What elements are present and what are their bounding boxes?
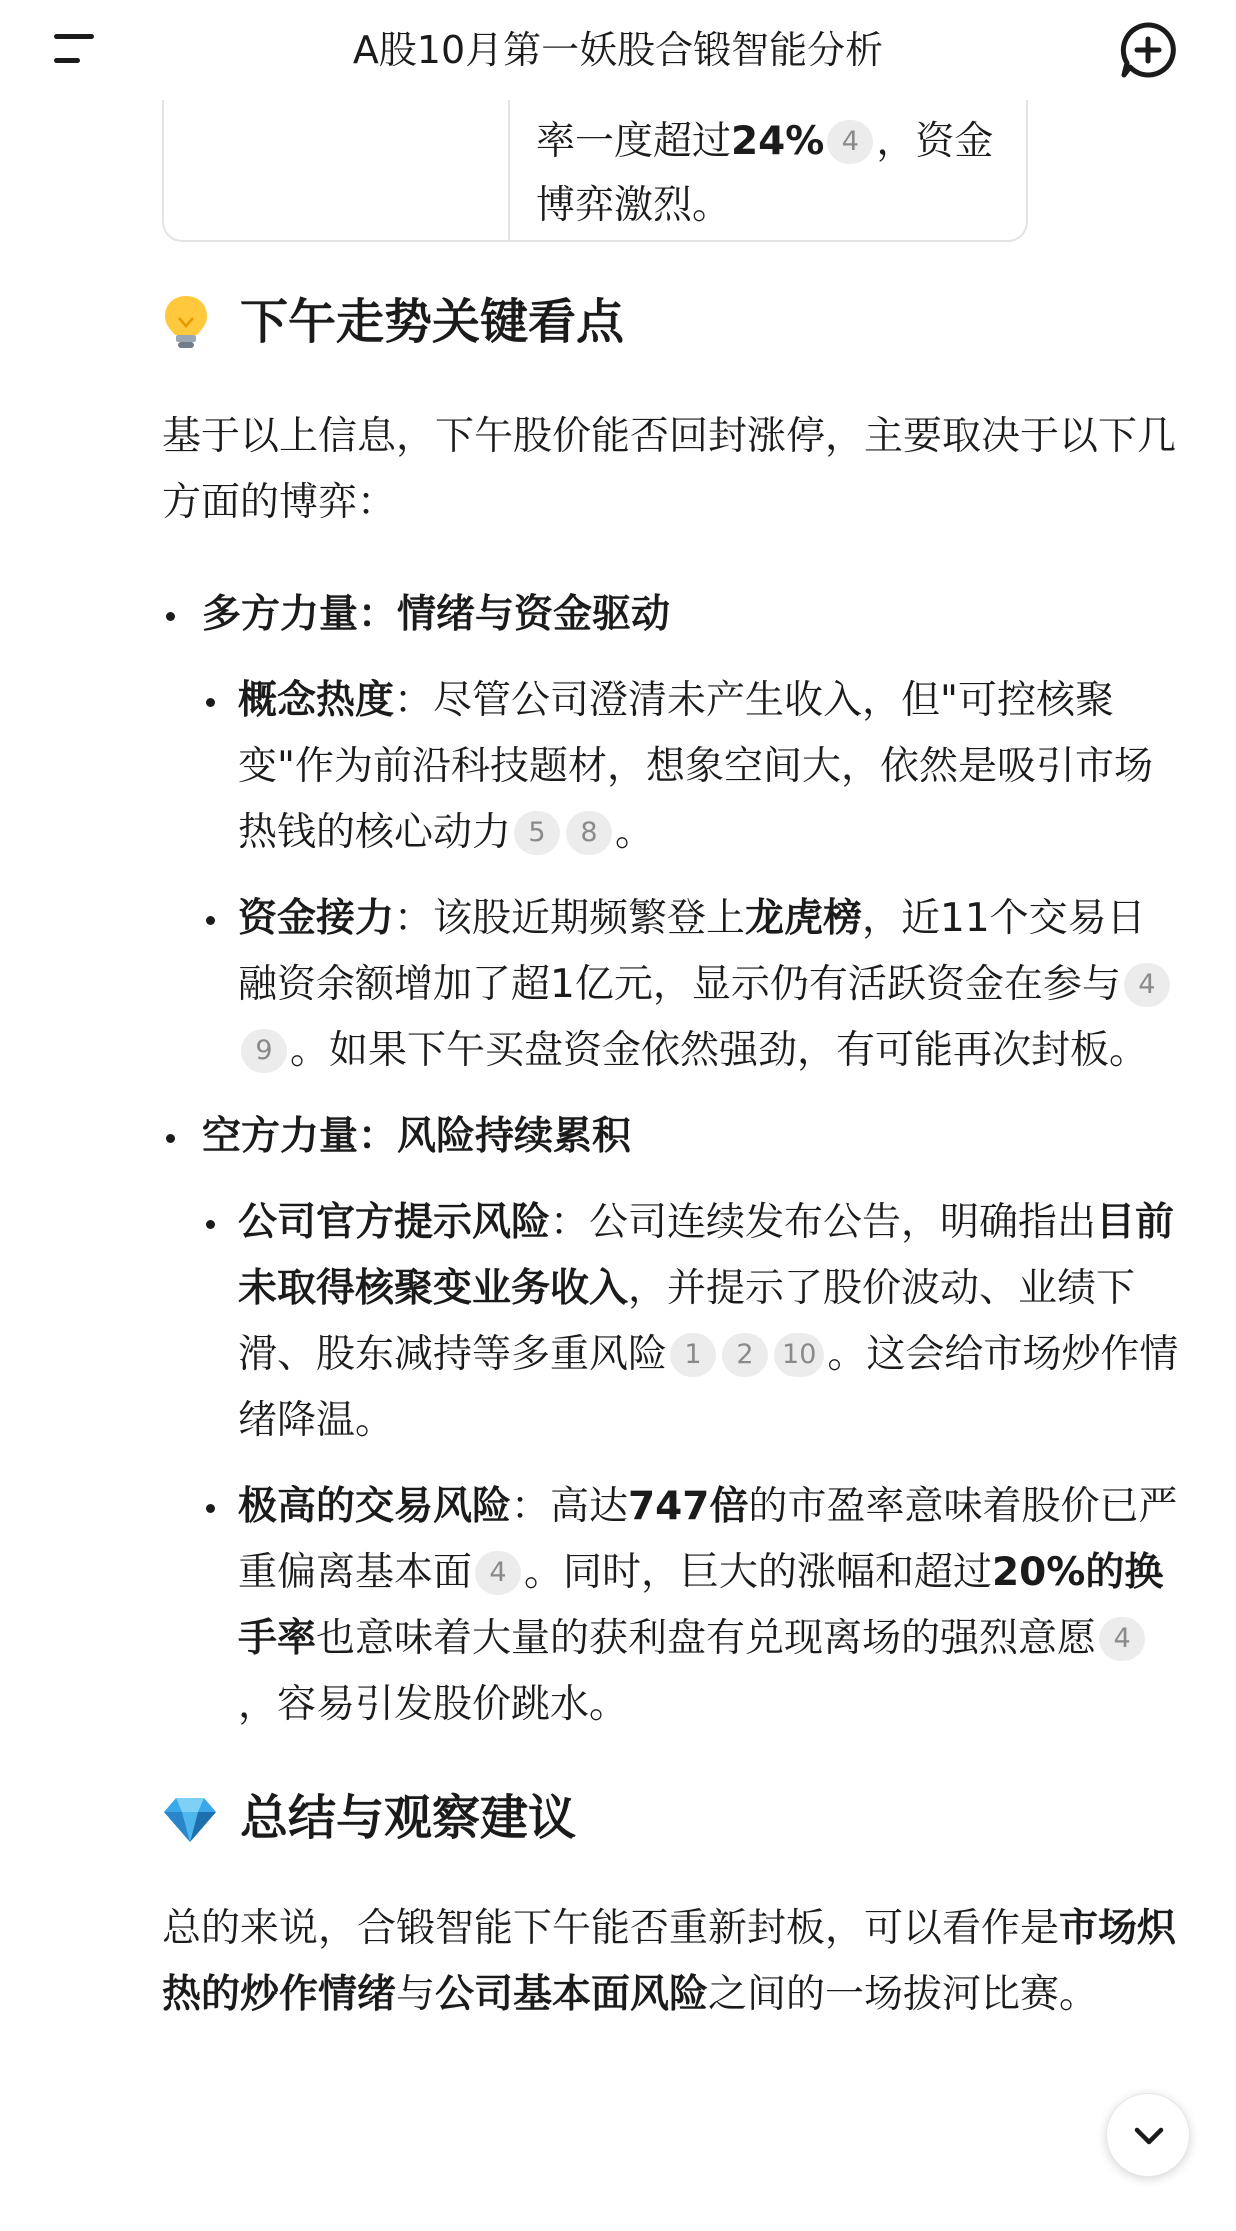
bullet-heading-bear: 空方力量：风险持续累积 (162, 1104, 1182, 1170)
section-title-text: 总结与观察建议 (240, 1790, 577, 1846)
citation-badge[interactable]: 4 (475, 1551, 521, 1595)
top-bar (0, 0, 1236, 100)
message-content (162, 290, 1182, 2028)
citation-badge[interactable]: 4 (827, 120, 873, 164)
bullet-heading-bull: 多方力量：情绪与资金驱动 (162, 582, 1182, 648)
paragraph: 基于以上信息，下午股价能否回封涨停，主要取决于以下几方面的博弈： (162, 414, 1177, 525)
citation-badge[interactable]: 9 (241, 1029, 287, 1073)
list-item: 概念热度：尽管公司澄清未产生收入，但"可控核聚变"作为前沿科技题材，想象空间大，依然是吸引市场热钱的核心动力 5 8 。 (162, 668, 1182, 866)
section-heading (162, 1786, 1182, 1850)
citation-badge[interactable]: 5 (514, 811, 560, 855)
section-title-text: 下午走势关键看点 (240, 294, 625, 350)
list-item: 极高的交易风险：高达747倍的市盈率意味着股价已严重偏离基本面 4 。同时，巨大的涨幅和超过20%的换手率也意味着大量的获利盘有兑现离场的强烈意愿 4，容易引发股价跳水。 (162, 1474, 1182, 1738)
page-title: A股10月第一妖股合锻智能分析 (352, 28, 884, 72)
paragraph: 总的来说，合锻智能下午能否重新封板，可以看作是市场炽热的炒作情绪与公司基本面风险之间的一场拔河比赛。 (162, 1906, 1177, 2017)
list-item: 资金接力：该股近期频繁登上龙虎榜，近11个交易日融资余额增加了超1亿元，显示仍有活跃资金在参与 49 。如果下午买盘资金依然强劲，有可能再次封板。 (162, 886, 1182, 1084)
citation-badge[interactable]: 4 (1099, 1617, 1145, 1661)
light-bulb-icon (162, 294, 210, 350)
new-chat-icon[interactable] (1118, 20, 1178, 80)
table-cell: 率一度超过24% 4 ，资金博弈激烈。 (536, 119, 994, 228)
scroll-to-bottom-button[interactable] (1106, 2093, 1190, 2177)
list-item: 公司官方提示风险：公司连续发布公告，明确指出目前未取得核聚变业务收入，并提示了股价波动、业绩下滑、股东减持等多重风险 1 2 10 。这会给市场炒作情绪降温。 (162, 1190, 1182, 1454)
citation-badge[interactable]: 4 (1124, 963, 1170, 1007)
citation-badge[interactable]: 10 (774, 1333, 824, 1377)
citation-badge[interactable]: 1 (670, 1333, 716, 1377)
citation-badge[interactable]: 8 (566, 811, 612, 855)
gem-icon (162, 1790, 210, 1846)
chevron-down-icon (1129, 2118, 1169, 2154)
citation-badge[interactable]: 2 (722, 1333, 768, 1377)
section-heading (162, 290, 1182, 354)
